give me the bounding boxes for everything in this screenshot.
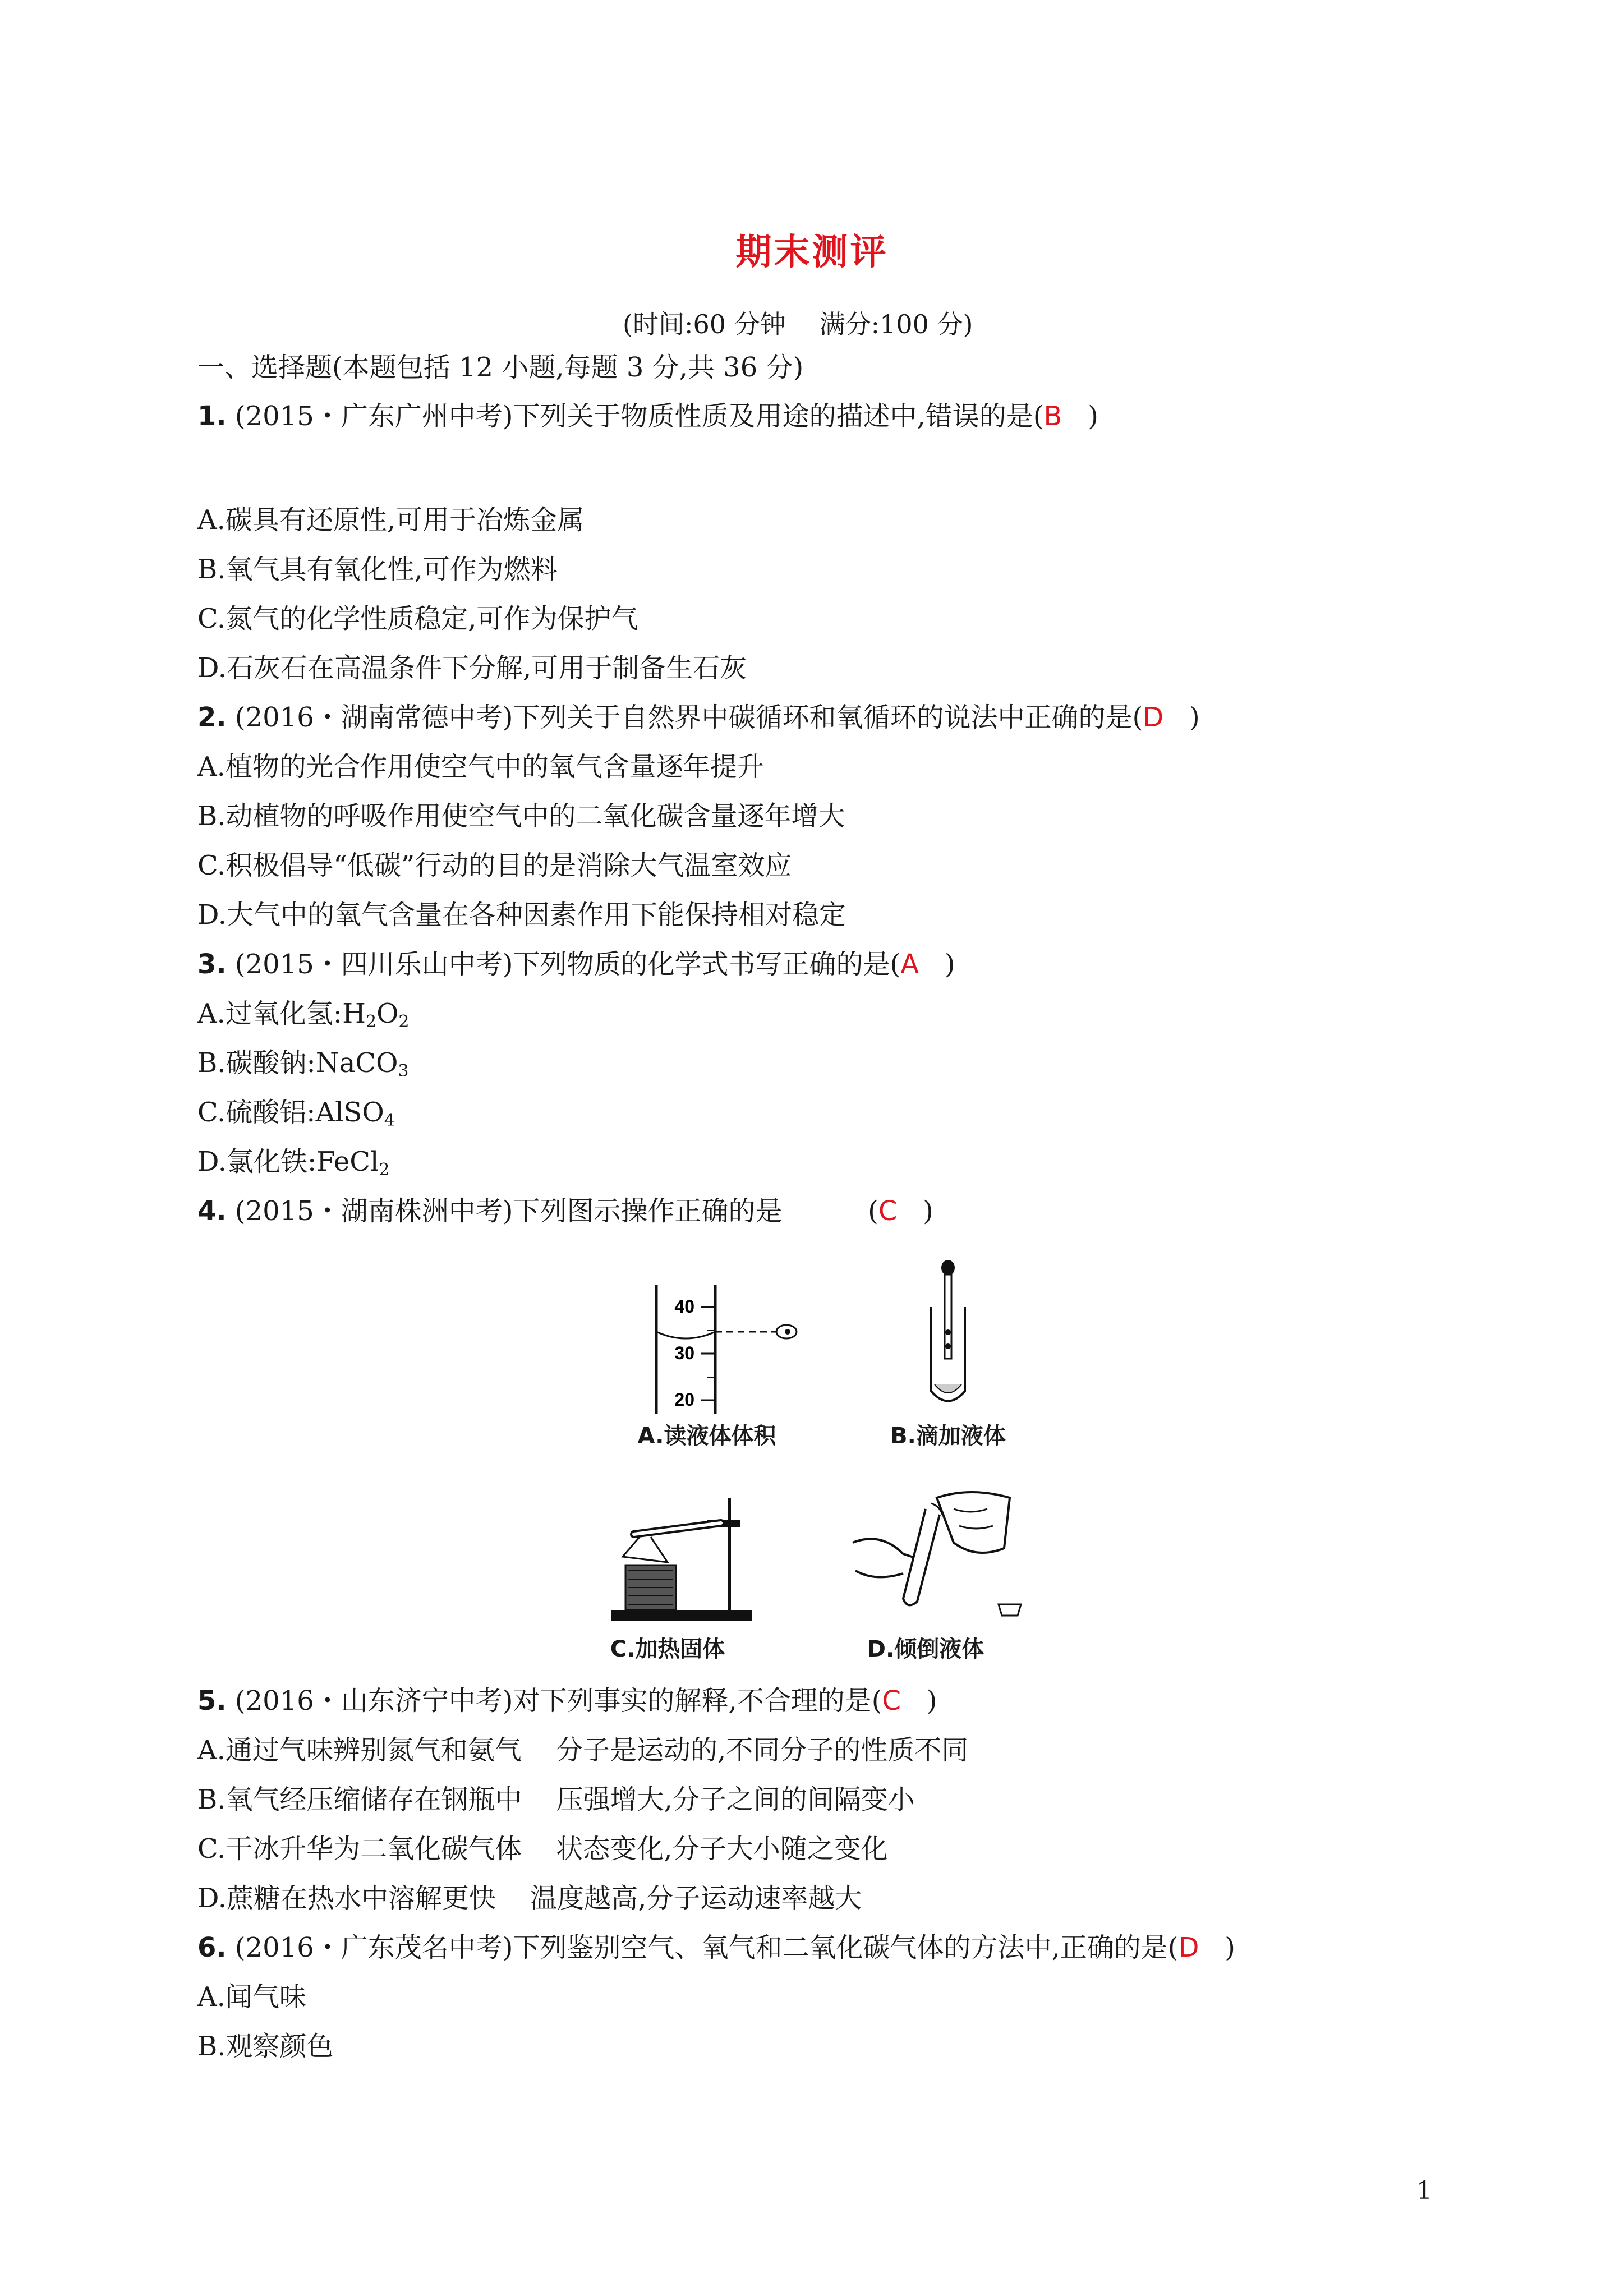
figure-caption-d: D.倾倒液体 — [867, 1636, 984, 1662]
question-stem: (2016・山东济宁中考)对下列事实的解释,不合理的是( — [234, 1685, 882, 1717]
formula-subscript: 2 — [365, 1012, 377, 1032]
option-label: C.硫酸铝: — [197, 1097, 316, 1128]
option: B.氧气经压缩储存在钢瓶中 压强增大,分子之间的间隔变小 — [197, 1784, 915, 1815]
option: D.石灰石在高温条件下分解,可用于制备生石灰 — [197, 652, 747, 684]
option: A.植物的光合作用使空气中的氧气含量逐年提升 — [197, 751, 764, 783]
formula-subscript: 3 — [398, 1061, 409, 1081]
question-number: 6. — [197, 1932, 227, 1963]
option: A.碳具有还原性,可用于冶炼金属 — [197, 504, 585, 536]
option: B.氧气具有氧化性,可作为燃料 — [197, 554, 558, 585]
option: D.蔗糖在热水中溶解更快 温度越高,分子运动速率越大 — [197, 1883, 862, 1914]
cylinder-tick-label: 20 — [674, 1389, 694, 1410]
page-title: 期末测评 — [735, 232, 889, 273]
figure-caption-a: A.读液体体积 — [637, 1423, 776, 1449]
answer-close: ) — [897, 1195, 933, 1227]
answer-mark: A — [900, 949, 919, 980]
option: A.通过气味辨别氮气和氨气 分子是运动的,不同分子的性质不同 — [197, 1734, 969, 1766]
dropper-test-tube-figure — [909, 1257, 987, 1414]
option-label: D.氯化铁: — [197, 1146, 317, 1177]
formula-subscript: 2 — [379, 1160, 390, 1180]
question-stem: (2016・湖南常德中考)下列关于自然界中碳循环和氧循环的说法中正确的是( — [234, 702, 1143, 733]
option: C.干冰升华为二氧化碳气体 状态变化,分子大小随之变化 — [197, 1833, 888, 1865]
question-stem: (2015・广东广州中考)下列关于物质性质及用途的描述中,错误的是( — [234, 401, 1044, 432]
question-5 — [197, 1684, 937, 1718]
formula-part: O — [376, 998, 399, 1029]
heating-apparatus-figure — [600, 1481, 769, 1627]
answer-close: ) — [1163, 702, 1200, 733]
question-number: 2. — [197, 702, 227, 733]
option: C.积极倡导“低碳”行动的目的是消除大气温室效应 — [197, 850, 792, 881]
question-4 — [197, 1194, 933, 1228]
option — [197, 1046, 409, 1088]
answer-mark: D — [1178, 1932, 1199, 1963]
option — [197, 1096, 395, 1138]
answer-close: ) — [1062, 401, 1098, 432]
formula-part: NaCO — [315, 1047, 398, 1079]
answer-mark: D — [1143, 702, 1164, 733]
answer-close: ) — [919, 949, 955, 980]
option — [197, 1145, 389, 1187]
answer-close: ) — [1199, 1932, 1235, 1963]
answer-open: ( — [782, 1195, 878, 1227]
page-number: 1 — [1416, 2177, 1432, 2205]
option — [197, 997, 410, 1039]
option-label: A.过氧化氢: — [197, 998, 343, 1029]
figure-caption-c: C.加热固体 — [610, 1636, 725, 1662]
exam-meta — [623, 304, 1006, 341]
question-3 — [197, 947, 955, 981]
question-stem: (2015・湖南株洲中考)下列图示操作正确的是 — [234, 1195, 783, 1227]
section-heading: 一、选择题(本题包括 12 小题,每题 3 分,共 36 分) — [197, 352, 804, 383]
formula-part: AlSO — [315, 1097, 384, 1128]
answer-mark: C — [878, 1195, 898, 1227]
option: B.动植物的呼吸作用使空气中的二氧化碳含量逐年增大 — [197, 800, 845, 832]
pouring-liquid-figure — [841, 1475, 1032, 1627]
answer-mark: C — [882, 1685, 901, 1717]
formula-part: H — [342, 998, 366, 1029]
answer-mark: B — [1043, 401, 1062, 432]
question-number: 4. — [197, 1195, 227, 1227]
option: A.闻气味 — [197, 1981, 306, 2013]
answer-close: ) — [901, 1685, 937, 1717]
graduated-cylinder-figure — [640, 1273, 825, 1425]
formula-subscript: 2 — [398, 1012, 410, 1032]
question-1 — [197, 399, 1098, 433]
formula-subscript: 4 — [384, 1111, 395, 1130]
option: C.氮气的化学性质稳定,可作为保护气 — [197, 603, 638, 634]
question-stem: (2015・四川乐山中考)下列物质的化学式书写正确的是( — [234, 949, 901, 980]
question-number: 1. — [197, 401, 227, 432]
question-number: 3. — [197, 949, 227, 980]
figure-caption-b: B.滴加液体 — [890, 1423, 1006, 1449]
cylinder-tick-label: 40 — [674, 1296, 694, 1317]
option-label: B.碳酸钠: — [197, 1047, 316, 1079]
exam-score: 满分:100 分) — [819, 309, 973, 339]
question-6 — [197, 1931, 1235, 1964]
formula-part: FeCl — [316, 1146, 379, 1177]
exam-time: (时间:60 分钟 — [623, 309, 786, 339]
cylinder-tick-label: 30 — [674, 1343, 694, 1363]
question-stem: (2016・广东茂名中考)下列鉴别空气、氧气和二氧化碳气体的方法中,正确的是( — [234, 1932, 1179, 1963]
option: D.大气中的氧气含量在各种因素作用下能保持相对稳定 — [197, 899, 846, 931]
option: B.观察颜色 — [197, 2031, 334, 2062]
question-2 — [197, 701, 1200, 734]
question-number: 5. — [197, 1685, 227, 1717]
